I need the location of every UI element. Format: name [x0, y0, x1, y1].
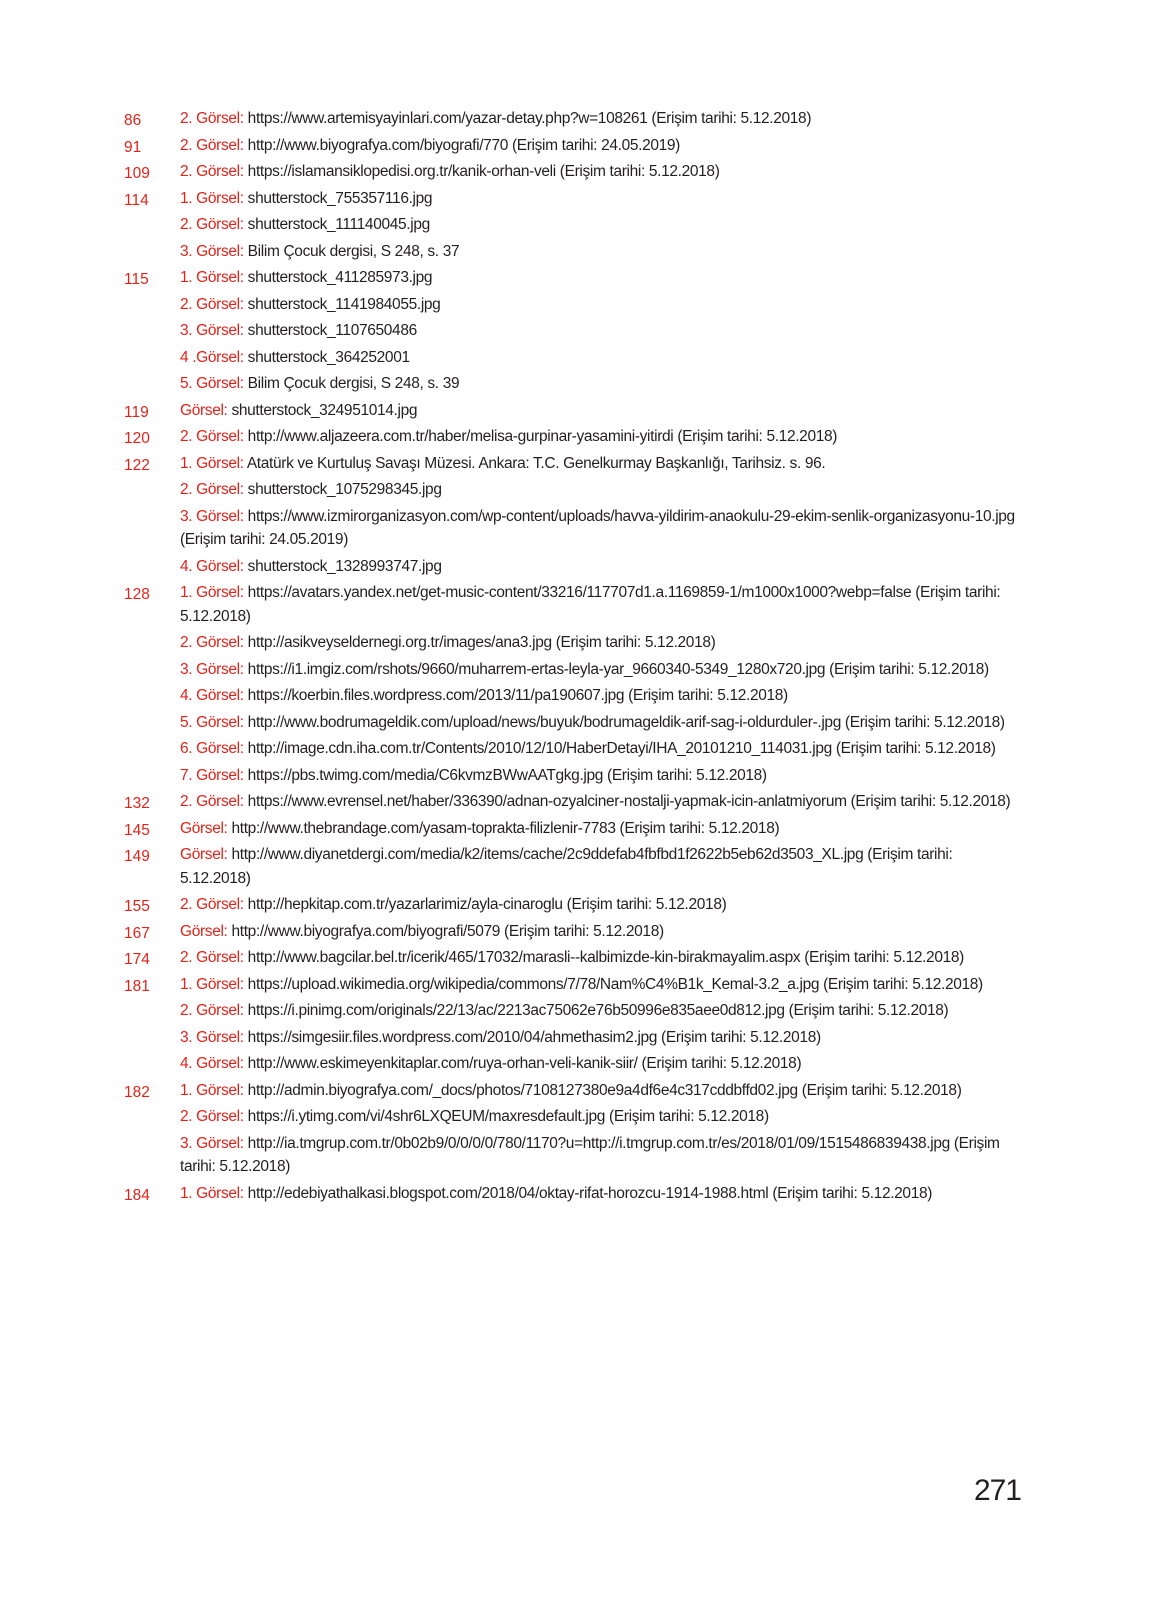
source-text: shutterstock_1075298345.jpg — [247, 481, 442, 498]
source-text: Atatürk ve Kurtuluş Savaşı Müzesi. Ankara: T.C. Genelkurmay Başkanlığı, Tarihsiz. s. 96. — [246, 454, 826, 472]
reference-entry — [180, 134, 1020, 158]
reference-group — [0, 107, 1163, 134]
image-label: 4. Görsel: — [180, 557, 244, 575]
reference-page-number: 86 — [124, 112, 142, 129]
reference-entry — [180, 973, 1020, 997]
reference-entry — [180, 399, 1020, 423]
image-label: 1. Görsel: — [180, 269, 244, 286]
reference-group — [0, 425, 1163, 452]
reference-entry — [180, 893, 1020, 917]
reference-entries — [180, 817, 1020, 844]
image-label: 2. Görsel: — [180, 793, 244, 810]
image-label: Görsel: — [180, 846, 228, 863]
reference-group — [0, 920, 1163, 947]
reference-page-number: 182 — [124, 1083, 150, 1101]
reference-entry — [180, 107, 1020, 131]
source-text: Bilim Çocuk dergisi, S 248, s. 39 — [247, 375, 460, 392]
image-label: 4 .Görsel: — [180, 348, 244, 366]
image-label: 2. Görsel: — [180, 634, 244, 651]
source-text: http://www.thebrandage.com/yasam-toprakta-filizlenir-7783 (Erişim tarihi: 5.12.2018) — [231, 819, 780, 837]
reference-entry — [180, 1052, 1020, 1076]
image-label: 2. Görsel: — [180, 481, 244, 498]
source-text: shutterstock_324951014.jpg — [231, 401, 418, 419]
image-label: 2. Görsel: — [180, 163, 244, 180]
source-text: http://www.diyanetdergi.com/media/k2/items/cache/2c9ddefab4fbfbd1f2622b5eb62d3503_XL.jpg (Erişim tarihi: 5.12.2018) — [180, 846, 953, 887]
image-label: 3. Görsel: — [180, 660, 244, 678]
reference-page-number: 120 — [124, 430, 150, 447]
reference-entry — [180, 240, 1020, 264]
reference-entry — [180, 631, 1020, 655]
image-label: 3. Görsel: — [180, 242, 244, 260]
reference-entry — [180, 711, 1020, 735]
image-label: Görsel: — [180, 819, 228, 837]
reference-group — [0, 790, 1163, 817]
image-label: 2. Görsel: — [180, 136, 244, 154]
reference-entries — [180, 946, 1020, 973]
reference-entry — [180, 160, 1020, 184]
image-label: Görsel: — [180, 401, 228, 419]
reference-entries — [180, 920, 1020, 947]
image-label: 5. Görsel: — [180, 375, 244, 392]
reference-page-number: 122 — [124, 456, 150, 474]
reference-entries — [180, 893, 1020, 920]
reference-entry — [180, 266, 1020, 290]
reference-group — [0, 399, 1163, 426]
image-label: 2. Görsel: — [180, 428, 244, 445]
reference-page-number: 155 — [124, 898, 150, 915]
reference-page-number: 149 — [124, 848, 150, 865]
reference-entry — [180, 1105, 1020, 1129]
source-text: https://i1.imgiz.com/rshots/9660/muharrem-ertas-leyla-yar_9660340-5349_1280x720.jpg (Erişim tarihi: 5.12.2018) — [247, 660, 989, 678]
reference-entry — [180, 1079, 1020, 1103]
source-text: http://www.biyografya.com/biyografi/5079 (Erişim tarihi: 5.12.2018) — [231, 922, 664, 940]
reference-entry — [180, 946, 1020, 970]
source-text: http://edebiyathalkasi.blogspot.com/2018/04/oktay-rifat-horozcu-1914-1988.html (Erişim tarihi: 5.12.2018) — [247, 1184, 933, 1202]
reference-group — [0, 893, 1163, 920]
source-text: http://image.cdn.iha.com.tr/Contents/2010/12/10/HaberDetayi/IHA_20101210_114031.jpg (Erişim tarihi: 5.12.2018) — [247, 740, 996, 757]
reference-entry — [180, 478, 1020, 502]
reference-entry — [180, 505, 1020, 552]
source-text: shutterstock_1107650486 — [247, 322, 417, 339]
image-label: Görsel: — [180, 922, 228, 940]
source-text: https://upload.wikimedia.org/wikipedia/commons/7/78/Nam%C4%B1k_Kemal-3.2_a.jpg (Erişim tarihi: 5.12.2018) — [247, 975, 983, 993]
image-label: 1. Görsel: — [180, 454, 244, 472]
reference-group — [0, 452, 1163, 582]
reference-entry — [180, 372, 1020, 396]
reference-group — [0, 134, 1163, 161]
image-label: 6. Görsel: — [180, 740, 244, 757]
source-text: http://www.bodrumageldik.com/upload/news/buyuk/bodrumageldik-arif-sag-i-oldurduler-.jpg (Erişim tarihi: 5.12.2018) — [247, 713, 1005, 731]
reference-list — [0, 107, 1163, 1208]
reference-entries — [180, 843, 1020, 893]
reference-page-number: 184 — [124, 1186, 150, 1204]
reference-entry — [180, 764, 1020, 788]
reference-page-number: 109 — [124, 165, 150, 182]
image-label: 1. Görsel: — [180, 1184, 244, 1202]
image-label: 1. Görsel: — [180, 975, 244, 993]
reference-group — [0, 1079, 1163, 1182]
image-label: 1. Görsel: — [180, 189, 244, 207]
reference-entries — [180, 452, 1020, 582]
reference-entry — [180, 1026, 1020, 1050]
image-label: 2. Görsel: — [180, 1108, 244, 1125]
source-text: http://asikveyseldernegi.org.tr/images/ana3.jpg (Erişim tarihi: 5.12.2018) — [247, 634, 716, 651]
reference-page-number: 174 — [124, 951, 150, 968]
image-label: 2. Görsel: — [180, 110, 244, 127]
source-text: https://islamansiklopedisi.org.tr/kanik-orhan-veli (Erişim tarihi: 5.12.2018) — [247, 163, 720, 180]
reference-entries — [180, 973, 1020, 1079]
reference-page-number: 145 — [124, 821, 150, 839]
image-label: 2. Görsel: — [180, 295, 244, 313]
reference-entry — [180, 737, 1020, 761]
reference-entry — [180, 790, 1020, 814]
source-text: http://hepkitap.com.tr/yazarlarimiz/ayla-cinaroglu (Erişim tarihi: 5.12.2018) — [247, 896, 727, 913]
reference-group — [0, 1182, 1163, 1209]
page-number: 271 — [973, 1474, 1021, 1507]
reference-group — [0, 817, 1163, 844]
image-label: 1. Görsel: — [180, 584, 244, 601]
reference-page-number: 132 — [124, 795, 150, 812]
image-label: 2. Görsel: — [180, 949, 244, 966]
reference-page-number: 91 — [124, 138, 142, 156]
reference-entries — [180, 107, 1020, 134]
reference-group — [0, 973, 1163, 1079]
reference-group — [0, 266, 1163, 399]
reference-entry — [180, 1132, 1020, 1179]
reference-entry — [180, 817, 1020, 841]
reference-page-number: 167 — [124, 924, 150, 942]
image-label: 3. Görsel: — [180, 1134, 244, 1152]
source-text: https://www.evrensel.net/haber/336390/adnan-ozyalciner-nostalji-yapmak-icin-anlatmiyorum (Erişim tarihi: 5.12.2018) — [247, 793, 1011, 810]
source-text: https://avatars.yandex.net/get-music-content/33216/117707d1.a.1169859-1/m1000x1000?webp=false (Erişim tarihi: 5.12.2018) — [180, 584, 1001, 625]
reference-entry — [180, 999, 1020, 1023]
reference-entries — [180, 266, 1020, 399]
reference-entries — [180, 790, 1020, 817]
source-text: shutterstock_411285973.jpg — [247, 269, 433, 286]
source-text: http://www.bagcilar.bel.tr/icerik/465/17032/marasli--kalbimizde-kin-birakmayalim.aspx (Erişim tarihi: 5.12.2018) — [247, 949, 964, 966]
image-label: 3. Görsel: — [180, 322, 244, 339]
reference-entry — [180, 425, 1020, 449]
reference-entries — [180, 1182, 1020, 1209]
reference-page-number: 115 — [124, 271, 149, 288]
reference-entry — [180, 319, 1020, 343]
image-label: 2. Görsel: — [180, 216, 244, 233]
reference-group — [0, 160, 1163, 187]
reference-page-number: 119 — [124, 403, 149, 421]
reference-entries — [180, 581, 1020, 790]
reference-entries — [180, 187, 1020, 267]
reference-entry — [180, 1182, 1020, 1206]
image-label: 2. Görsel: — [180, 1002, 244, 1019]
source-text: shutterstock_1141984055.jpg — [247, 295, 441, 313]
source-text: http://www.aljazeera.com.tr/haber/melisa-gurpinar-yasamini-yitirdi (Erişim tarihi: 5.12.2018) — [247, 428, 838, 445]
image-label: 3. Görsel: — [180, 507, 244, 525]
reference-entries — [180, 134, 1020, 161]
reference-group — [0, 946, 1163, 973]
source-text: https://pbs.twimg.com/media/C6kvmzBWwAATgkg.jpg (Erişim tarihi: 5.12.2018) — [247, 766, 767, 784]
image-label: 4. Görsel: — [180, 1055, 244, 1072]
reference-entry — [180, 920, 1020, 944]
source-text: https://www.artemisyayinlari.com/yazar-detay.php?w=108261 (Erişim tarihi: 5.12.2018) — [247, 110, 812, 127]
reference-entry — [180, 293, 1020, 317]
reference-entry — [180, 452, 1020, 476]
reference-entry — [180, 555, 1020, 579]
reference-entry — [180, 187, 1020, 211]
reference-entry — [180, 843, 1020, 890]
reference-group — [0, 843, 1163, 893]
source-text: https://www.izmirorganizasyon.com/wp-content/uploads/havva-yildirim-anaokulu-29-ekim-senlik-organizasyonu-10.jpg (Erişim tarihi: 24.05.2019) — [180, 507, 1015, 548]
source-text: https://simgesiir.files.wordpress.com/2010/04/ahmethasim2.jpg (Erişim tarihi: 5.12.2018) — [247, 1028, 821, 1046]
image-label: 7. Görsel: — [180, 766, 244, 784]
source-text: https://i.pinimg.com/originals/22/13/ac/2213ac75062e76b50996e835aee0d812.jpg (Erişim tarihi: 5.12.2018) — [247, 1002, 949, 1019]
reference-entry — [180, 684, 1020, 708]
reference-page-number: 181 — [124, 977, 150, 995]
image-label: 3. Görsel: — [180, 1028, 244, 1046]
reference-entries — [180, 399, 1020, 426]
image-label: 2. Görsel: — [180, 896, 244, 913]
source-text: Bilim Çocuk dergisi, S 248, s. 37 — [247, 242, 460, 260]
reference-entry — [180, 346, 1020, 370]
image-label: 5. Görsel: — [180, 713, 244, 731]
reference-entries — [180, 425, 1020, 452]
reference-page-number: 114 — [124, 191, 149, 209]
source-text: http://ia.tmgrup.com.tr/0b02b9/0/0/0/0/780/1170?u=http://i.tmgrup.com.tr/es/2018/01/09/1515486839438.jpg (Erişim tarihi: 5.12.2018) — [180, 1134, 1000, 1175]
image-label: 4. Görsel: — [180, 687, 244, 704]
source-text: http://admin.biyografya.com/_docs/photos/7108127380e9a4df6e4c317cddbffd02.jpg (Erişim tarihi: 5.12.2018) — [247, 1081, 962, 1099]
source-text: shutterstock_111140045.jpg — [247, 216, 430, 233]
source-text: http://www.eskimeyenkitaplar.com/ruya-orhan-veli-kanik-siir/ (Erişim tarihi: 5.12.2018) — [247, 1055, 802, 1072]
reference-entry — [180, 658, 1020, 682]
source-text: shutterstock_1328993747.jpg — [247, 557, 442, 575]
reference-entries — [180, 1079, 1020, 1182]
source-text: https://koerbin.files.wordpress.com/2013/11/pa190607.jpg (Erişim tarihi: 5.12.2018) — [247, 687, 788, 704]
reference-entry — [180, 581, 1020, 628]
source-text: http://www.biyografya.com/biyografi/770 (Erişim tarihi: 24.05.2019) — [247, 136, 680, 154]
source-text: shutterstock_755357116.jpg — [247, 189, 433, 207]
reference-entries — [180, 160, 1020, 187]
image-label: 1. Görsel: — [180, 1081, 244, 1099]
source-text: shutterstock_364252001 — [247, 348, 410, 366]
reference-entry — [180, 213, 1020, 237]
source-text: https://i.ytimg.com/vi/4shr6LXQEUM/maxresdefault.jpg (Erişim tarihi: 5.12.2018) — [247, 1108, 769, 1125]
reference-group — [0, 581, 1163, 790]
reference-page-number: 128 — [124, 586, 150, 603]
reference-group — [0, 187, 1163, 267]
